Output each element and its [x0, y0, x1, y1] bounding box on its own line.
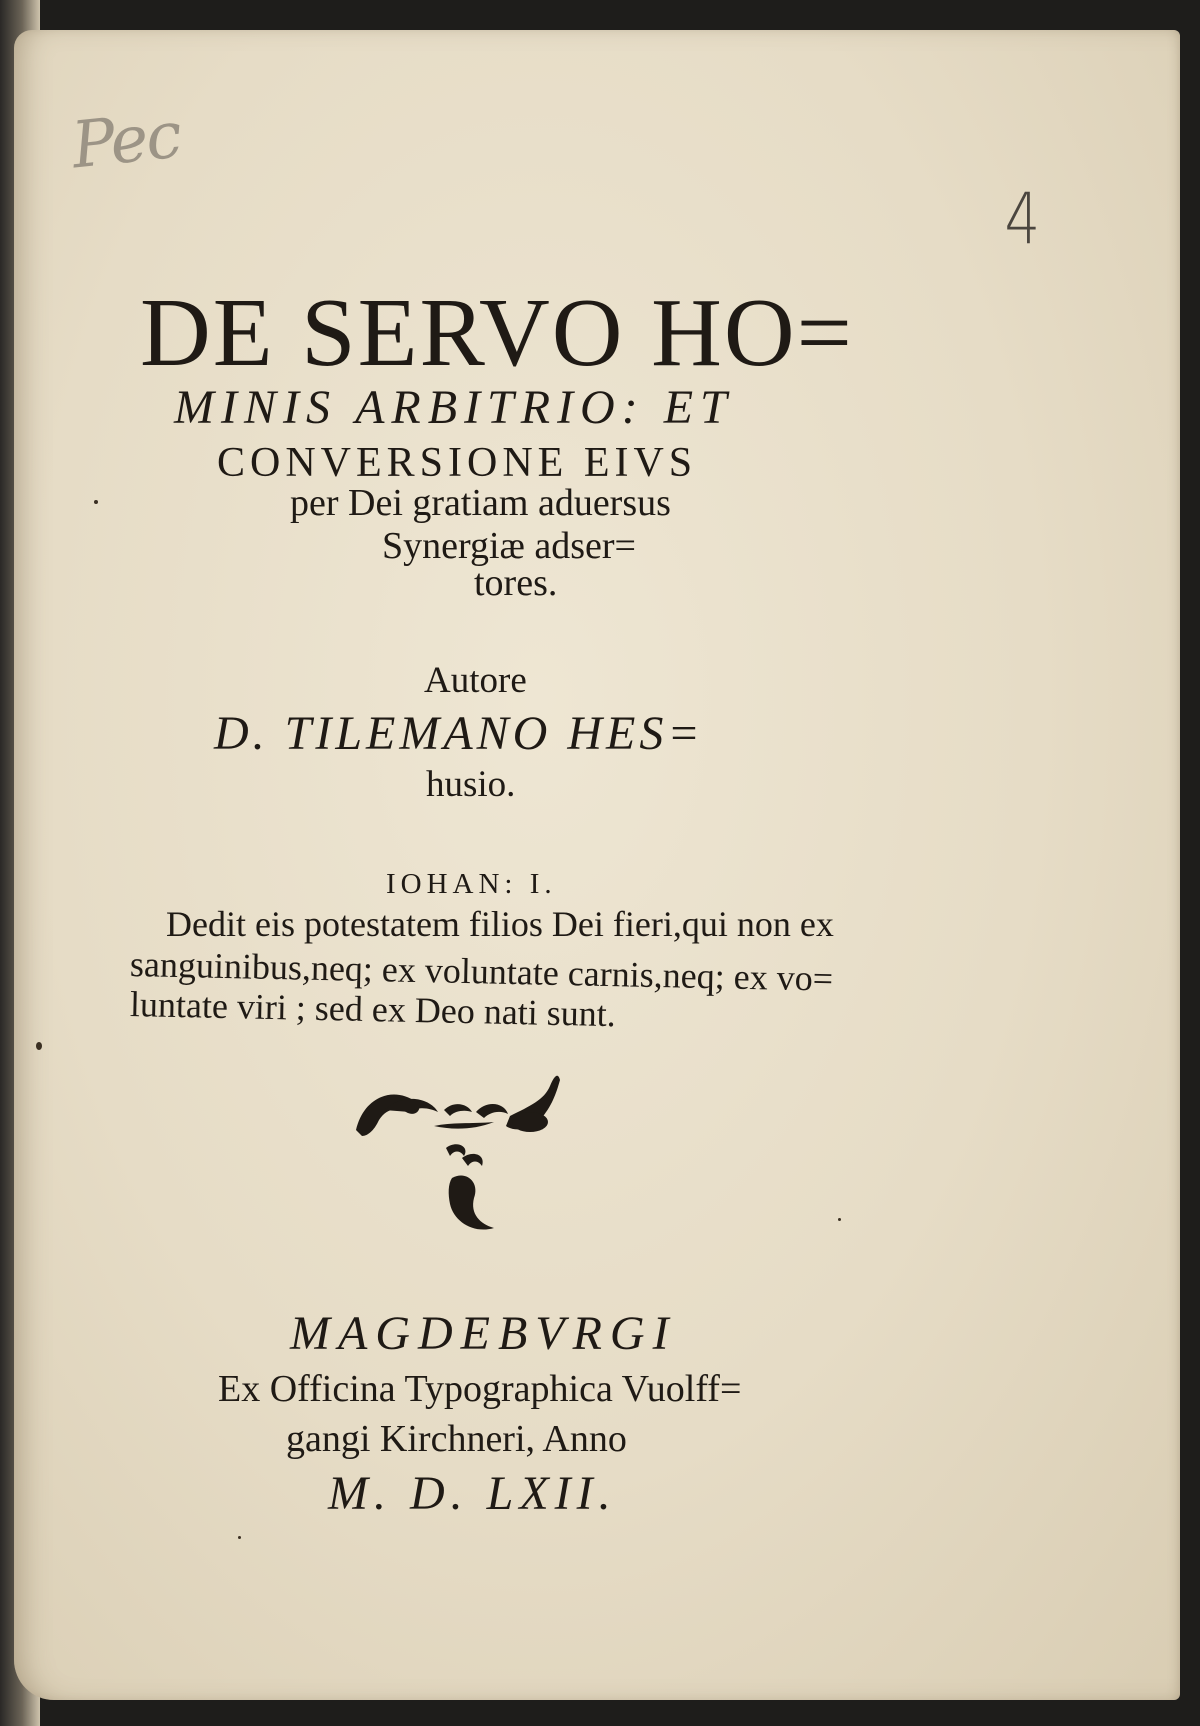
imprint-line-1: Ex Officina Typographica Vuolff= — [218, 1368, 742, 1410]
author-name: D. TILEMANO HES= — [214, 707, 704, 760]
title-line-2: MINIS ARBITRIO: ET — [174, 381, 734, 434]
title-page — [14, 30, 1180, 1700]
title-line-1: DE SERVO HO= — [140, 279, 854, 387]
imprint-place: MAGDEBVRGI — [290, 1307, 677, 1360]
title-line-6: tores. — [474, 562, 558, 604]
paper-speck — [838, 1218, 841, 1221]
title-line-3: CONVERSIONE EIVS — [217, 440, 698, 486]
paper-speck — [94, 500, 98, 504]
epigraph-line-1: Dedit eis potestatem filios Dei fieri,qui non ex — [166, 904, 834, 944]
imprint-year: M. D. LXII. — [328, 1467, 617, 1520]
paper-speck — [36, 1042, 42, 1050]
title-line-4: per Dei gratiam aduersus — [290, 482, 671, 524]
author-name-continued: husio. — [426, 764, 516, 805]
epigraph-reference: IOHAN: I. — [386, 868, 557, 900]
imprint-line-2: gangi Kirchneri, Anno — [286, 1418, 627, 1460]
folio-number: 4 — [1004, 178, 1041, 260]
title-line-5: Synergiæ adser= — [382, 525, 636, 567]
author-label: Autore — [424, 660, 527, 701]
printers-ornament — [354, 1066, 584, 1246]
epigraph-line-2: sanguinibus,neq; ex voluntate carnis,neq; ex vo= — [129, 944, 834, 999]
handwritten-marginal-note: Pec — [68, 98, 184, 184]
epigraph-line-3: luntate viri ; sed ex Deo nati sunt. — [129, 984, 617, 1035]
paper-speck — [238, 1536, 241, 1539]
